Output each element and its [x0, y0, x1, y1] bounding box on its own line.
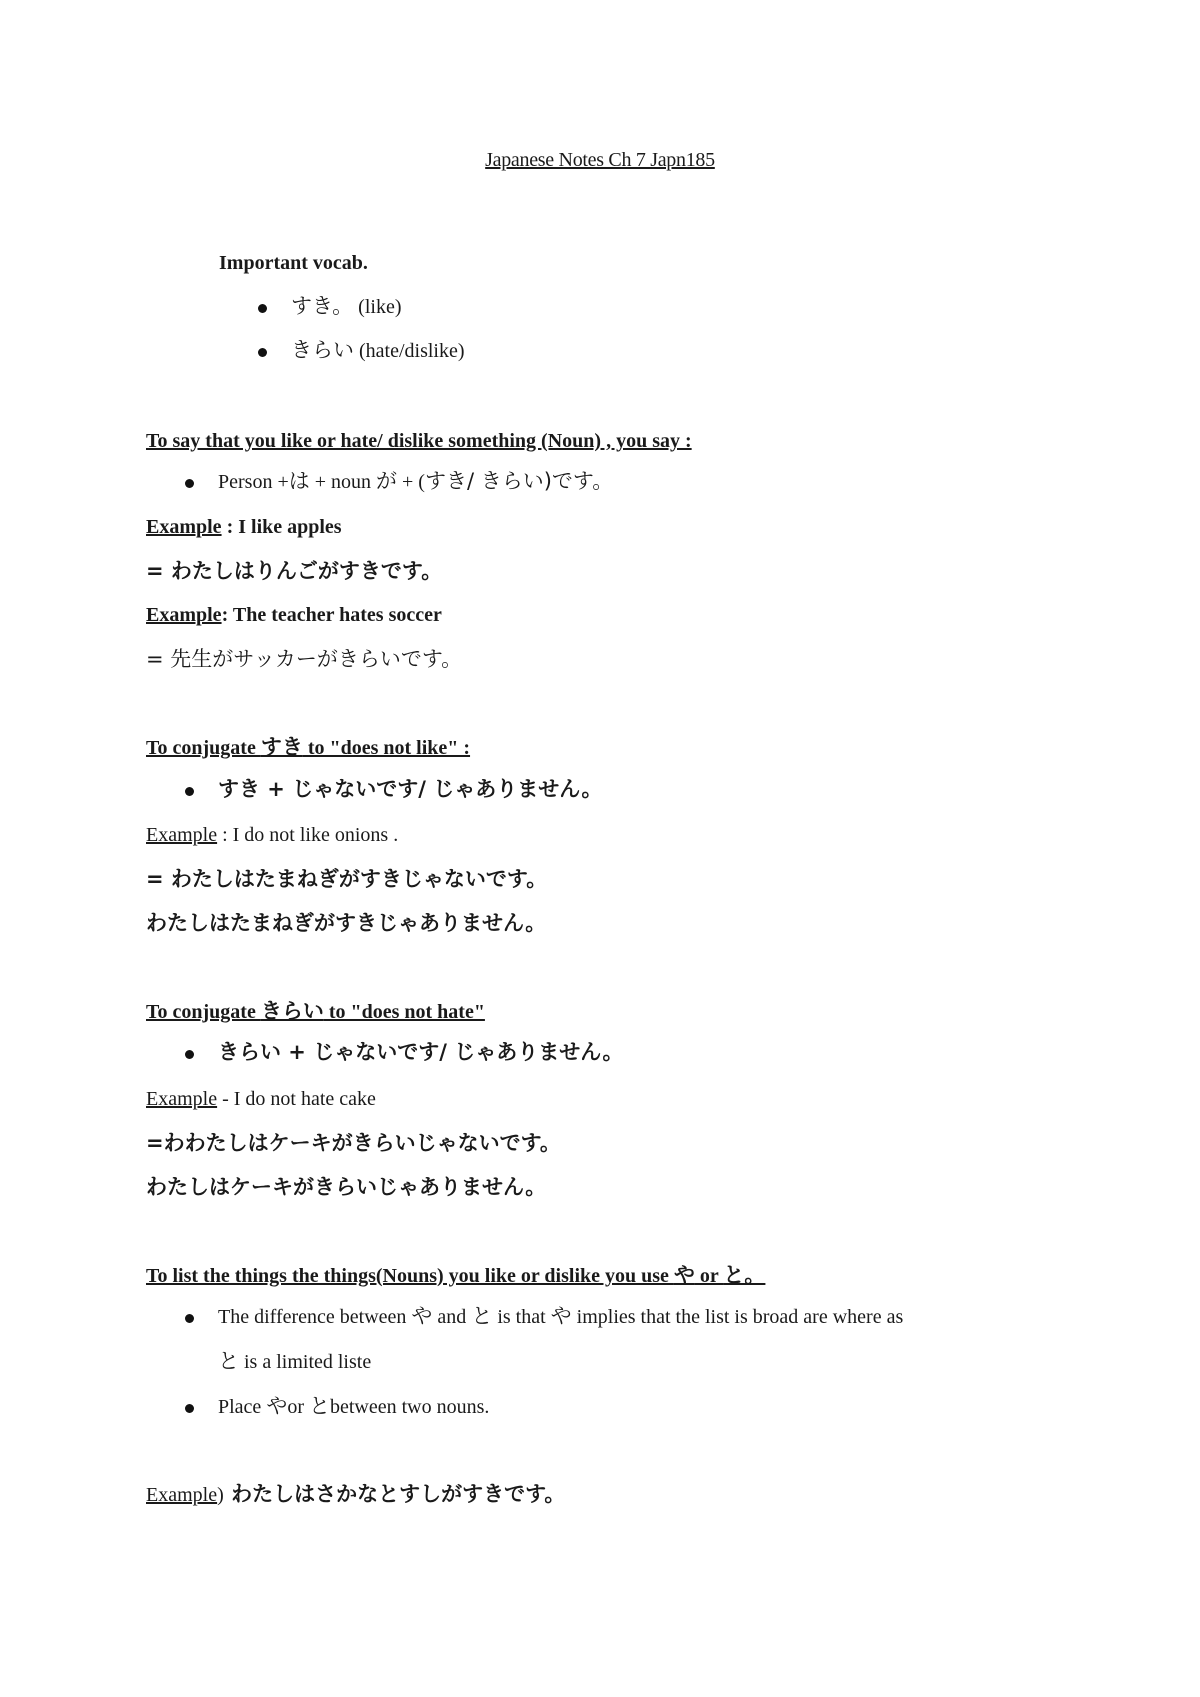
example-text: : I do not like onions .	[217, 824, 399, 846]
bullet-icon	[185, 479, 194, 488]
example-label: Example	[146, 1088, 218, 1110]
bullet-text: is that	[492, 1306, 551, 1328]
example-line	[146, 1480, 565, 1509]
example-label: Example	[146, 516, 222, 538]
example-japanese: = わたしはたまねぎがすきじゃないです。	[146, 867, 548, 891]
bullet-text: + (	[397, 471, 425, 493]
example-text: - I do not hate cake	[217, 1088, 376, 1110]
bullet-jp: は	[288, 469, 310, 493]
heading-text: or	[694, 1265, 724, 1287]
bullet-icon	[185, 1404, 194, 1413]
vocab-jp: すき。	[291, 294, 354, 318]
bullet-icon	[185, 787, 194, 796]
example-japanese: わたしはケーキがきらいじゃありません。	[146, 1175, 547, 1199]
vocab-jp: きらい	[291, 338, 354, 362]
example-japanese: = 先生がサッカーがきらいです。	[146, 647, 463, 671]
bullet-text: Person +	[218, 471, 289, 493]
bullet-text: + noun	[309, 471, 377, 493]
vocab-item-like	[291, 292, 401, 321]
bullet-text: and	[432, 1306, 472, 1328]
example-line	[146, 1085, 376, 1113]
bullet-jp: と	[471, 1304, 493, 1328]
bullet-jp: や	[411, 1304, 433, 1328]
example-text: : I like apples	[221, 516, 342, 538]
vocab-en: (hate/dislike)	[359, 340, 465, 362]
bullet-icon	[185, 1314, 194, 1323]
bullet-text: is a limited liste	[239, 1351, 372, 1373]
bullet-jp: と	[308, 1394, 330, 1418]
example-japanese: わたしはたまねぎがすきじゃありません。	[146, 911, 547, 935]
bullet-text: implies that the list is broad are where as	[571, 1306, 904, 1328]
heading-text: to "does not hate"	[323, 1001, 485, 1023]
section-heading-suki	[146, 733, 470, 762]
heading-text: to "does not like" :	[302, 737, 471, 759]
heading-jp: や	[673, 1263, 695, 1287]
example-line	[146, 821, 398, 849]
section4-bullet-difference	[218, 1302, 903, 1331]
heading-jp: すき	[260, 735, 303, 759]
section4-bullet-place	[218, 1392, 489, 1421]
heading-text: To list the things the things(Nouns) you like or dislike you use	[146, 1265, 674, 1287]
bullet-jp: が	[376, 469, 398, 493]
bullet-text: Place	[218, 1396, 267, 1418]
example-japanese: =わわたしはケーキがきらいじゃないです。	[146, 1131, 561, 1155]
example-label: Example	[146, 604, 222, 626]
section2-bullet: すき + じゃないです/ じゃありません。	[218, 777, 603, 801]
section3-bullet: きらい + じゃないです/ じゃありません。	[218, 1040, 624, 1064]
bullet-icon	[185, 1050, 194, 1059]
section-heading-listing	[146, 1261, 765, 1290]
bullet-jp: や	[550, 1304, 572, 1328]
bullet-icon	[258, 348, 267, 357]
heading-text: To conjugate	[146, 1001, 261, 1023]
example-japanese: = わたしはりんごがすきです。	[146, 559, 443, 583]
vocab-item-hate	[291, 336, 465, 365]
section-heading-like-hate: To say that you like or hate/ dislike something (Noun) , you say :	[146, 430, 692, 452]
bullet-jp: と	[218, 1349, 239, 1373]
bullet-text: or	[287, 1396, 309, 1418]
heading-text: To conjugate	[146, 737, 261, 759]
heading-jp: と。	[723, 1263, 766, 1287]
example-label: Example	[146, 824, 218, 846]
section-heading-kirai	[146, 997, 485, 1026]
bullet-jp: や	[266, 1394, 288, 1418]
vocab-heading: Important vocab.	[219, 252, 368, 274]
example-line	[146, 601, 442, 629]
example-label: Example	[146, 1484, 218, 1506]
heading-jp: きらい	[260, 999, 324, 1023]
example-text: : The teacher hates soccer	[221, 604, 442, 626]
vocab-en: (like)	[358, 296, 402, 318]
section4-bullet-difference-cont	[218, 1347, 371, 1376]
bullet-jp: すき/ きらい)です。	[424, 469, 614, 493]
example-japanese: わたしはさかなとすしがすきです。	[223, 1482, 566, 1506]
bullet-text: The difference between	[218, 1306, 412, 1328]
example-text: )	[217, 1484, 224, 1506]
page-title: Japanese Notes Ch 7 Japn185	[485, 149, 715, 171]
example-line	[146, 513, 342, 541]
bullet-icon	[258, 304, 267, 313]
section1-bullet	[218, 467, 613, 496]
bullet-text: between two nouns.	[329, 1396, 490, 1418]
